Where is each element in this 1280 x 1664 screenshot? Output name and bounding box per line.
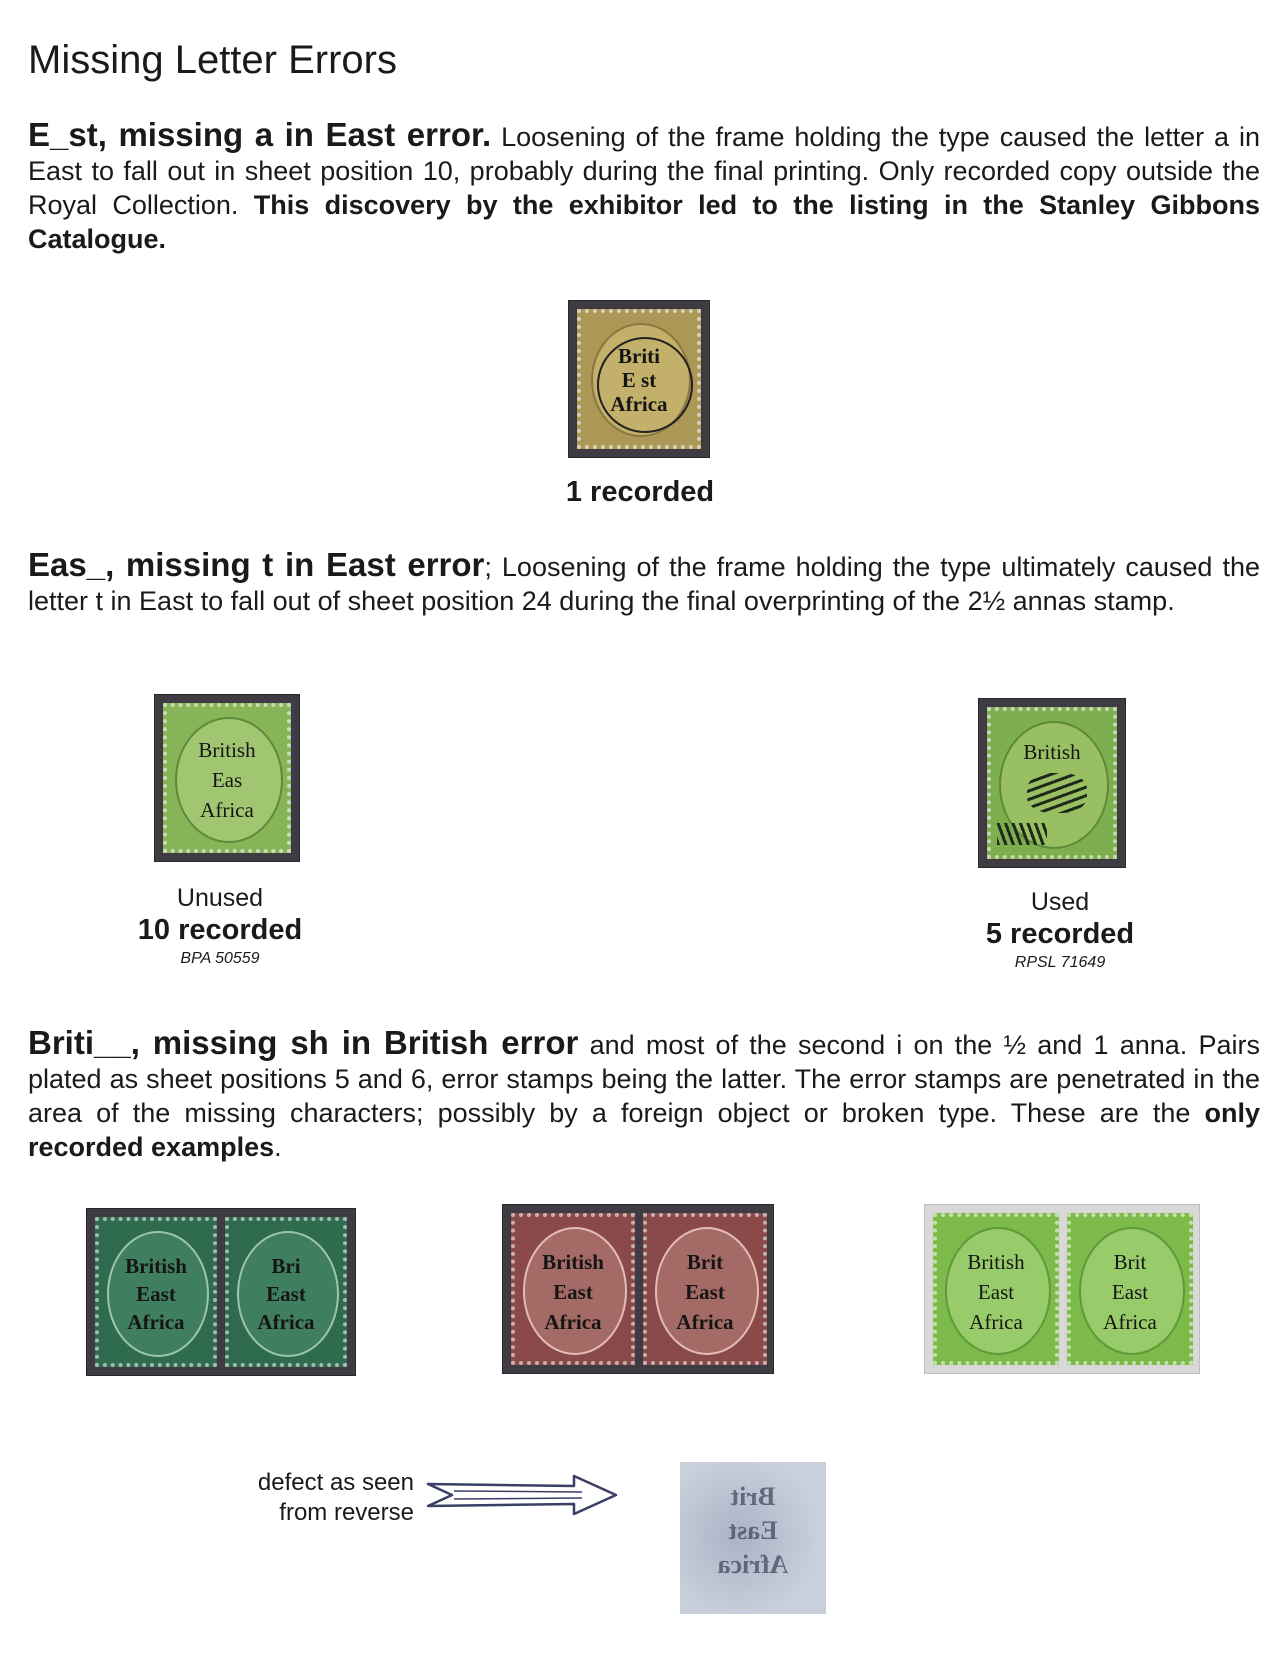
overprint-line-1: Brit <box>686 1250 724 1274</box>
caption-used-cert: RPSL 71649 <box>1014 954 1106 971</box>
section-est-text: Loosening of the frame holding the type caused the letter a in East to fall out in sheet position 10, probably during the final printing. Only recorded copy outside the Royal Collection. <box>28 122 1260 220</box>
reverse-note-line-1: defect as seen <box>257 1469 414 1496</box>
stamp-eas-unused <box>154 694 300 862</box>
stamp-est-error <box>568 300 710 458</box>
overprint-line-2: East <box>685 1280 725 1304</box>
caption-unused-cert: BPA 50559 <box>180 950 260 967</box>
reverse-note <box>214 1468 414 1528</box>
section-eas-heading: Eas_, missing t in East error <box>28 546 485 583</box>
overprint-line-3: Africa <box>544 1310 602 1334</box>
reverse-overprint-line-3: Africa <box>717 1550 789 1579</box>
stamp-eas-used <box>978 698 1126 868</box>
reverse-overprint-line-1: Brit <box>730 1482 776 1511</box>
overprint-line-2: East <box>136 1282 176 1306</box>
overprint-line-3: Africa <box>1103 1310 1157 1334</box>
overprint-line-1: Bri <box>271 1254 301 1278</box>
overprint-line-2: East <box>977 1280 1015 1304</box>
overprint-line-2: E st <box>621 368 657 392</box>
section-briti-text: and most of the second i on the ½ and 1 anna. Pairs plated as sheet positions 5 and 6, error stamps being the latter. The error stamps are penetrated in the area of the missing characters; possibly by a foreign object or broken type. These are the <box>28 1030 1260 1128</box>
cancellation-mark <box>1027 773 1087 813</box>
overprint-line-3: Africa <box>969 1310 1023 1334</box>
overprint-line-1: British <box>967 1250 1025 1274</box>
overprint-line-2: Eas <box>211 768 243 792</box>
section-briti-description: Briti__, missing sh in British error and most of the second i on the ½ and 1 anna. Pairs plated as sheet positions 5 and 6, error stamps being the latter. The error stamps are penetrated in the area of the missing characters; possibly by a foreign object or broken type. These are the only recorded examples. <box>28 1024 1260 1162</box>
section-eas-description <box>28 548 1260 618</box>
overprint-line-2: East <box>266 1282 306 1306</box>
arrow-right-icon <box>424 1472 620 1518</box>
overprint-line-3: Africa <box>257 1310 315 1334</box>
reverse-note-line-2: from reverse <box>279 1499 414 1526</box>
caption-used-count: 5 recorded <box>985 918 1135 950</box>
overprint-line-3: Africa <box>610 392 668 416</box>
overprint-line-1: British <box>542 1250 604 1274</box>
cancellation-mark <box>997 823 1047 845</box>
stamp-pair-green <box>924 1204 1200 1374</box>
overprint-line-3: Africa <box>200 798 254 822</box>
caption-unused-count: 10 recorded <box>137 914 303 946</box>
overprint-line-2: East <box>1111 1280 1149 1304</box>
overprint-line-1: British <box>198 738 256 762</box>
reverse-overprint-line-2: East <box>728 1516 778 1545</box>
section-briti-heading: Briti__, missing sh in British error <box>28 1024 579 1061</box>
caption-unused-label: Unused <box>176 884 264 912</box>
overprint-line-1: British <box>125 1254 187 1278</box>
overprint-line-3: Africa <box>127 1310 185 1334</box>
overprint-line-1: British <box>1023 740 1081 764</box>
section-est-description <box>28 118 1260 256</box>
caption-est-count: 1 recorded <box>565 476 715 508</box>
section-est-highlight: This discovery by the exhibitor led to the listing in the Stanley Gibbons Catalogue. <box>28 190 1260 254</box>
section-briti-highlight: only recorded examples <box>28 1098 1260 1162</box>
caption-used-label: Used <box>1030 888 1090 916</box>
stamp-reverse-image <box>680 1462 826 1614</box>
page-title: Missing Letter Errors <box>28 38 397 82</box>
overprint-line-2: East <box>553 1280 593 1304</box>
stamp-pair-half-anna <box>86 1208 356 1376</box>
section-eas-text: ; Loosening of the frame holding the type ultimately caused the letter t in East to fall out of sheet position 24 during the final overprinting of the 2½ annas stamp. <box>28 552 1260 616</box>
overprint-line-3: Africa <box>676 1310 734 1334</box>
overprint-line-1: Briti <box>618 344 660 368</box>
overprint-line-1: Brit <box>1113 1250 1147 1274</box>
stamp-pair-one-anna <box>502 1204 774 1374</box>
section-est-heading: E_st, missing a in East error. <box>28 116 492 153</box>
